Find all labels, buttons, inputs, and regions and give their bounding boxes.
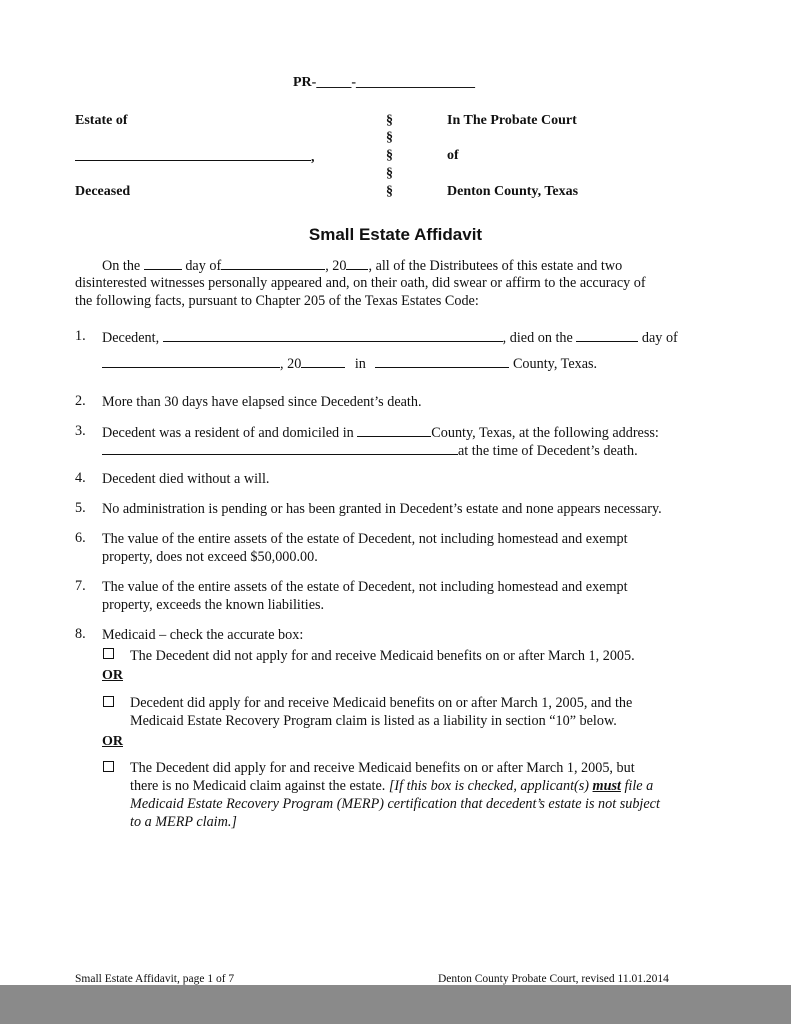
section-mark-1: §	[386, 113, 393, 128]
decedent-name-field[interactable]	[75, 147, 315, 166]
viewer-background	[0, 985, 791, 1024]
death-day-field[interactable]	[576, 328, 638, 342]
estate-of-label: Estate of	[75, 113, 128, 128]
footer-right: Denton County Probate Court, revised 11.01.2014	[438, 973, 669, 985]
decedent-name-comma: ,	[311, 150, 315, 165]
medicaid-option-2-line-1: Decedent did apply for and receive Medicaid benefits on or after March 1, 2005, and the	[130, 695, 633, 711]
section-mark-4: §	[386, 166, 393, 181]
death-county-field[interactable]	[375, 354, 509, 368]
item-1-line-2: , 20 in County, Texas.	[102, 354, 597, 373]
medicaid-option-2-checkbox[interactable]	[103, 696, 114, 707]
or-separator-2: OR	[102, 734, 123, 749]
medicaid-option-3-line-3: Medicaid Estate Recovery Program (MERP) certification that decedent’s estate is not subject	[130, 796, 660, 812]
medicaid-option-3-line-2: there is no Medicaid claim against the estate. [If this box is checked, applicant(s) must file a	[130, 778, 654, 794]
address-field[interactable]	[102, 441, 458, 455]
intro-line-3: the following facts, pursuant to Chapter 205 of the Texas Estates Code:	[75, 293, 479, 309]
item-7-line-1: The value of the entire assets of the estate of Decedent, not including homestead and exempt	[102, 579, 628, 595]
month-field[interactable]	[221, 256, 325, 270]
court-line-1: In The Probate Court	[447, 113, 577, 128]
item-5-text: No administration is pending or has been granted in Decedent’s estate and none appears necessary.	[102, 501, 662, 517]
item-8-number: 8.	[75, 626, 86, 642]
item-7-line-2: property, exceeds the known liabilities.	[102, 597, 325, 613]
death-month-field[interactable]	[102, 354, 280, 368]
item-3-number: 3.	[75, 423, 86, 439]
medicaid-option-3-line-4: to a MERP claim.]	[130, 814, 237, 830]
item-5-number: 5.	[75, 500, 86, 516]
section-mark-5: §	[386, 184, 393, 199]
medicaid-option-3-checkbox[interactable]	[103, 761, 114, 772]
intro-line-1: On the day of , 20 , all of the Distributees of this estate and two	[102, 258, 623, 274]
item-6-line-1: The value of the entire assets of the estate of Decedent, not including homestead and exempt	[102, 531, 628, 547]
year-field[interactable]	[346, 256, 368, 270]
item-1-number: 1.	[75, 328, 86, 344]
or-separator-1: OR	[102, 668, 123, 683]
deceased-label: Deceased	[75, 184, 131, 199]
death-year-field[interactable]	[301, 354, 345, 368]
section-mark-2: §	[386, 130, 393, 145]
item-7-number: 7.	[75, 578, 86, 594]
item-3-line-1: Decedent was a resident of and domiciled in County, Texas, at the following address:	[102, 425, 659, 441]
section-mark-3: §	[386, 148, 393, 163]
item-6-line-2: property, does not exceed $50,000.00.	[102, 549, 318, 565]
decedent-field[interactable]	[163, 328, 503, 342]
item-2-text: More than 30 days have elapsed since Decedent’s death.	[102, 394, 422, 410]
item-4-text: Decedent died without a will.	[102, 471, 270, 487]
footer-left: Small Estate Affidavit, page 1 of 7	[75, 973, 235, 985]
residence-county-field[interactable]	[357, 423, 431, 437]
court-line-2: of	[447, 148, 459, 163]
case-number: PR-_____-_________________	[293, 75, 475, 90]
item-1-line-1: Decedent, , died on the day of	[102, 330, 678, 346]
intro-line-2: disinterested witnesses personally appeared and, on their oath, did swear or affirm to the accuracy of	[75, 275, 646, 291]
medicaid-option-1-text: The Decedent did not apply for and receive Medicaid benefits on or after March 1, 2005.	[130, 648, 635, 664]
item-2-number: 2.	[75, 393, 86, 409]
medicaid-option-1-checkbox[interactable]	[103, 648, 114, 659]
document-title: Small Estate Affidavit	[308, 225, 483, 244]
item-8-text: Medicaid – check the accurate box:	[102, 627, 304, 643]
item-3-line-2: at the time of Decedent’s death.	[102, 441, 638, 460]
item-6-number: 6.	[75, 530, 86, 546]
day-field[interactable]	[144, 256, 182, 270]
court-line-3: Denton County, Texas	[447, 184, 579, 199]
item-4-number: 4.	[75, 470, 86, 486]
medicaid-option-3-line-1: The Decedent did apply for and receive Medicaid benefits on or after March 1, 2005, but	[130, 760, 635, 776]
medicaid-option-2-line-2: Medicaid Estate Recovery Program claim is listed as a liability in section “10” below.	[130, 713, 617, 729]
must-emphasis: must	[592, 778, 621, 794]
